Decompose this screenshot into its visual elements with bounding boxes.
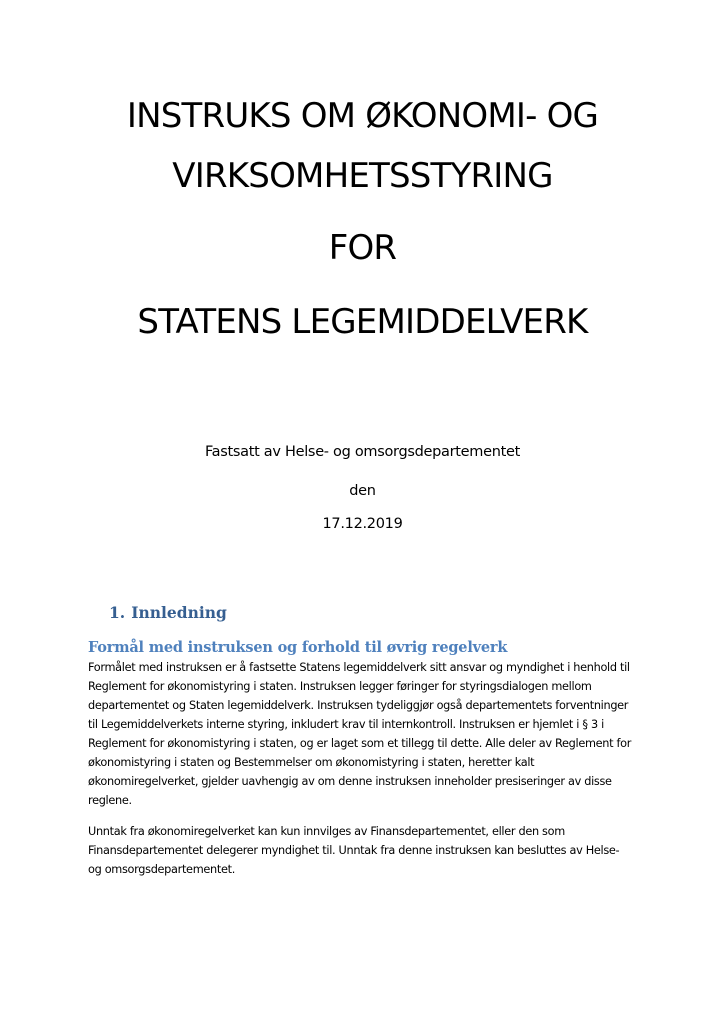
paragraph-line: reglene. (88, 794, 132, 807)
paragraph-line: Finansdepartementet delegerer myndighet til. Unntak fra denne instruksen kan besluttes av Helse- (88, 844, 620, 857)
issue-date: 17.12.2019 (322, 516, 403, 532)
paragraph-line: Unntak fra økonomiregelverket kan kun innvilges av Finansdepartementet, eller den som (88, 825, 565, 838)
title-line-3: FOR (328, 228, 397, 268)
paragraph-line: Reglement for økonomistyring i staten. Instruksen legger føringer for styringsdialogen mellom (88, 680, 592, 693)
subsection-heading: Formål med instruksen og forhold til øvrig regelverk (88, 639, 508, 656)
paragraph-line: departementet og Staten legemiddelverk. Instruksen tydeliggjør også departementets forventninger (88, 699, 629, 712)
paragraph-line: og omsorgsdepartementet. (88, 863, 235, 876)
section-title: Innledning (131, 603, 227, 622)
title-line-4: STATENS LEGEMIDDELVERK (137, 302, 588, 342)
paragraph-line: økonomistyring i staten og Bestemmelser om økonomistyring i staten, heretter kalt (88, 756, 535, 769)
section-heading (109, 603, 227, 623)
paragraph-line: økonomiregelverket, gjelder uavhengig av om denne instruksen inneholder presiseringer av disse (88, 775, 612, 788)
paragraph-line: Formålet med instruksen er å fastsette Statens legemiddelverk sitt ansvar og myndighet i henhold til (88, 661, 630, 674)
paragraph-line: til Legemiddelverkets interne styring, inkludert krav til internkontroll. Instruksen er hjemlet i § 3 i (88, 718, 604, 731)
section-number: 1. (109, 603, 126, 622)
issued-by: Fastsatt av Helse- og omsorgsdepartementet (204, 444, 521, 460)
title-line-1: INSTRUKS OM ØKONOMI- OG (126, 96, 599, 136)
date-prefix: den (349, 483, 376, 499)
paragraph-exceptions (88, 822, 648, 879)
paragraph-line: Reglement for økonomistyring i staten, og er laget som et tillegg til dette. Alle deler av Reglement for (88, 737, 632, 750)
title-line-2: VIRKSOMHETSSTYRING (172, 156, 553, 196)
paragraph-purpose (88, 658, 648, 810)
